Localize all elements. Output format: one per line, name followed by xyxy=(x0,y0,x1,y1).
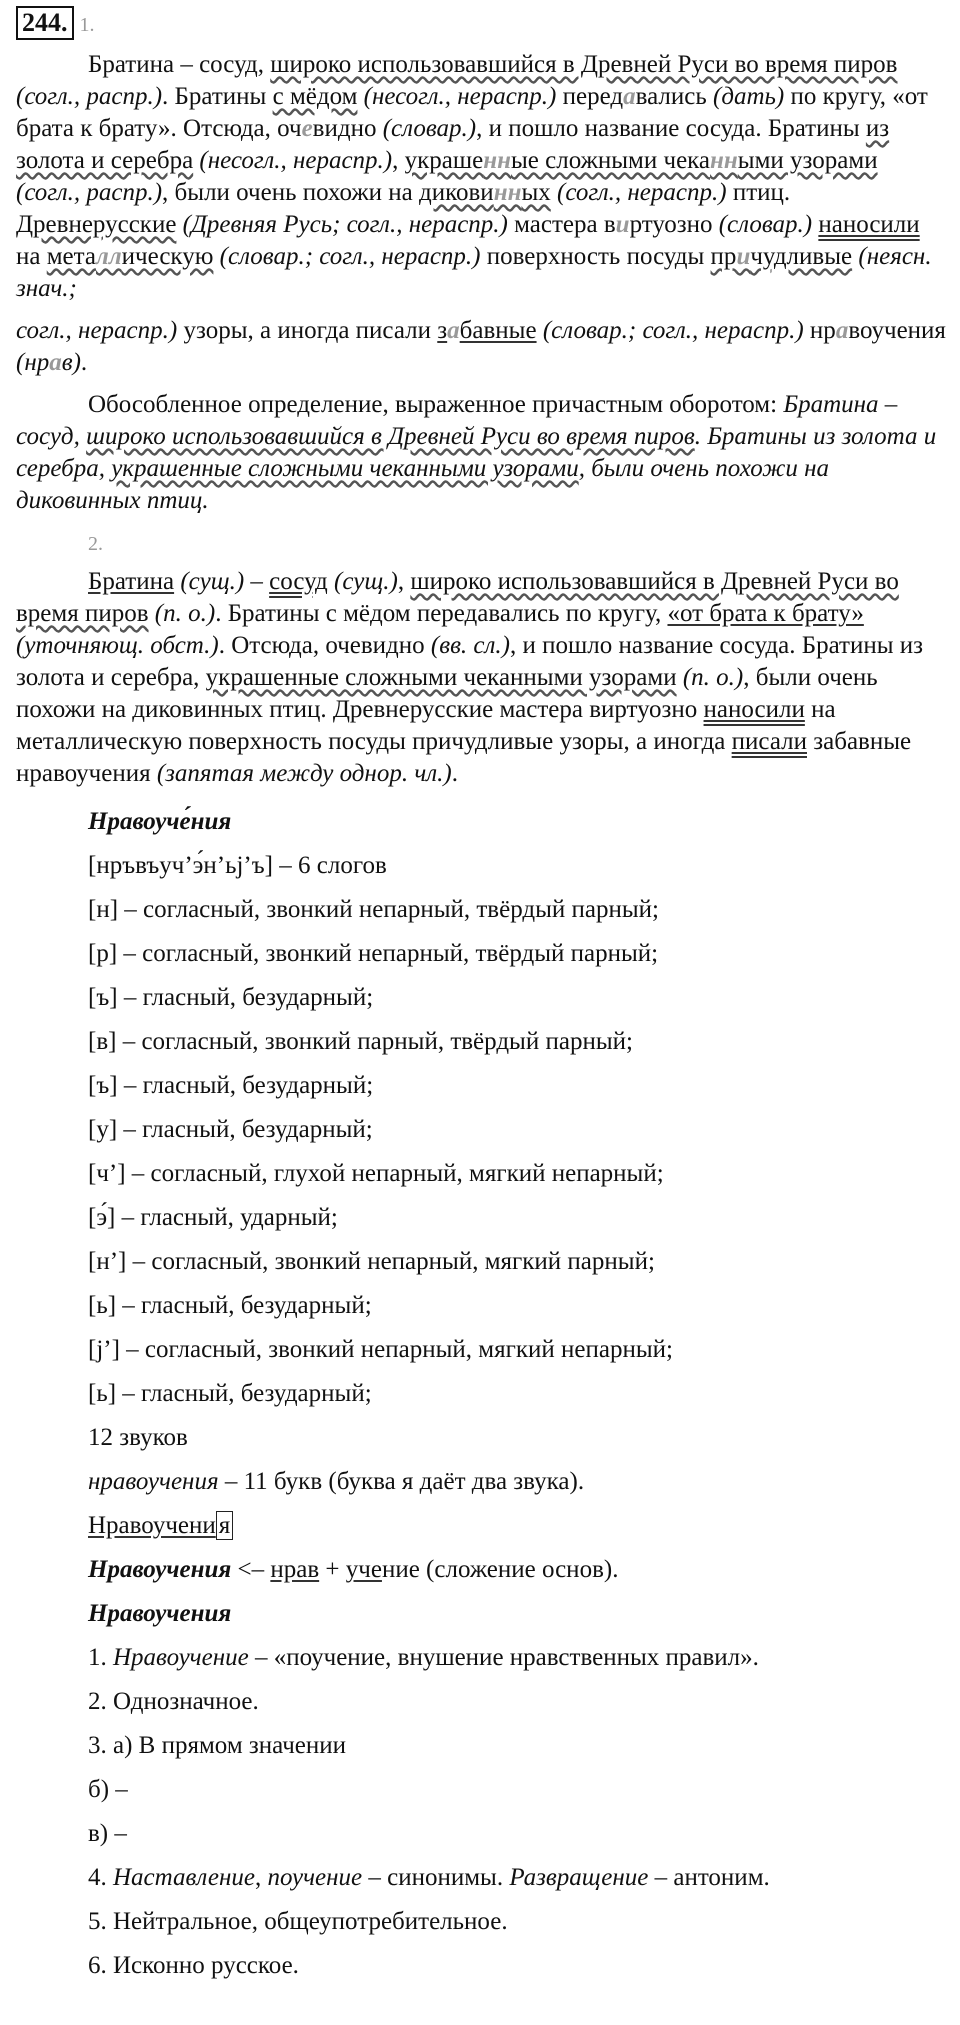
lexical-item: 4. Наставление, поучение – синонимы. Развращение – антоним. xyxy=(88,1864,770,1891)
lexical-item: 3. а) В прямом значении xyxy=(88,1732,347,1759)
morphemic-word: Нравоучени xyxy=(88,1512,216,1539)
sound-line: [ъ] – гласный, безударный; xyxy=(88,1072,374,1099)
lexical-item: 1. Нравоучение – «поучение, внушение нравственных правил». xyxy=(88,1644,759,1671)
part2-label-row xyxy=(16,527,946,560)
part1-paragraph-2: Обособленное определение, выраженное причастным оборотом: Братина – сосуд, широко использовавшийся в Древней Руси во время пиров. Братины из золота и серебра, украшенные сложными чеканными узорами, были очень похожи на диковинных птиц. xyxy=(16,391,937,514)
phonetic-title: Нравоуче́ния xyxy=(88,808,232,835)
sound-line: [в] – согласный, звонкий парный, твёрдый парный; xyxy=(88,1028,633,1055)
sound-line: [ь] – гласный, безударный; xyxy=(88,1380,372,1407)
part2-label: 2. xyxy=(88,533,103,555)
sound-line: [н] – согласный, звонкий непарный, твёрдый парный; xyxy=(88,896,659,923)
lexical-item: б) – xyxy=(88,1776,128,1803)
sound-line: [j’] – согласный, звонкий непарный, мягкий непарный; xyxy=(88,1336,673,1363)
phonetic-analysis xyxy=(16,800,946,1988)
sound-line: [ъ] – гласный, безударный; xyxy=(88,984,374,1011)
sound-line: [н’] – согласный, звонкий непарный, мягкий парный; xyxy=(88,1248,655,1275)
sound-line: [э́] – гласный, ударный; xyxy=(88,1204,338,1231)
lexical-item: в) – xyxy=(88,1820,127,1847)
phonetic-transcription: [нръвъуч’э́н’ьj’ъ] – 6 слогов xyxy=(88,852,387,879)
part1-paragraph-1: Братина – сосуд, широко использовавшийся в Древней Руси во время пиров (согл., распр.). Братины с мёдом (несогл., нераспр.) передавались (дать) по кругу, «от брата к брату». Отсюда, очевидно (словар.), и пошло название сосуда. Братины из золота и серебра (несогл., нераспр.), украшенные сложными чеканными узорами (согл., распр.), были очень похожи на диковинных (согл., нераспр.) птиц. Древнерусские (Древняя Русь; согл., нераспр.) мастера виртуозно (словар.) наносили на металлическую (словар.; согл., нераспр.) поверхность посуды причудливые (неясн. знач.; xyxy=(16,51,932,302)
sound-line: [р] – согласный, звонкий непарный, твёрдый парный; xyxy=(88,940,659,967)
part1-paragraph-1-cont: согл., нераспр.) узоры, а иногда писали забавные (словар.; согл., нераспр.) нравоучения (нрав). xyxy=(16,317,946,376)
task-header xyxy=(16,6,946,41)
morphemic-ending: я xyxy=(216,1511,234,1540)
sound-line: [ь] – гласный, безударный; xyxy=(88,1292,372,1319)
morphemic-analysis xyxy=(88,1504,946,1548)
task-number: 244. xyxy=(16,6,74,40)
lexical-title: Нравоучения xyxy=(88,1600,232,1627)
part1-label: 1. xyxy=(79,14,95,36)
sound-line: [ч’] – согласный, глухой непарный, мягкий непарный; xyxy=(88,1160,664,1187)
sound-line: [у] – гласный, безударный; xyxy=(88,1116,373,1143)
part2-paragraph: Братина (сущ.) – сосуд (сущ.), широко использовавшийся в Древней Руси во время пиров (п. о.). Братины с мёдом передавались по кругу, «от брата к брату» (уточняющ. обст.). Отсюда, очевидно (вв. сл.), и пошло название сосуда. Братины из золота и серебра, украшенные сложными чеканными узорами (п. о.), были очень похожи на диковинных птиц. Древнерусские мастера виртуозно наносили на металлическую поверхность посуды причудливые узоры, а иногда писали забавные нравоучения (запятая между однор. чл.). xyxy=(16,568,924,787)
sound-count: 12 звуков xyxy=(88,1424,188,1451)
word-formation: Нравоучения <– нрав + учение (сложение основ). xyxy=(88,1556,619,1583)
lexical-item: 5. Нейтральное, общеупотребительное. xyxy=(88,1908,508,1935)
lexical-item: 6. Исконно русское. xyxy=(88,1952,299,1979)
lexical-item: 2. Однозначное. xyxy=(88,1688,259,1715)
letter-count: нравоучения – 11 букв (буква я даёт два звука). xyxy=(88,1468,585,1495)
